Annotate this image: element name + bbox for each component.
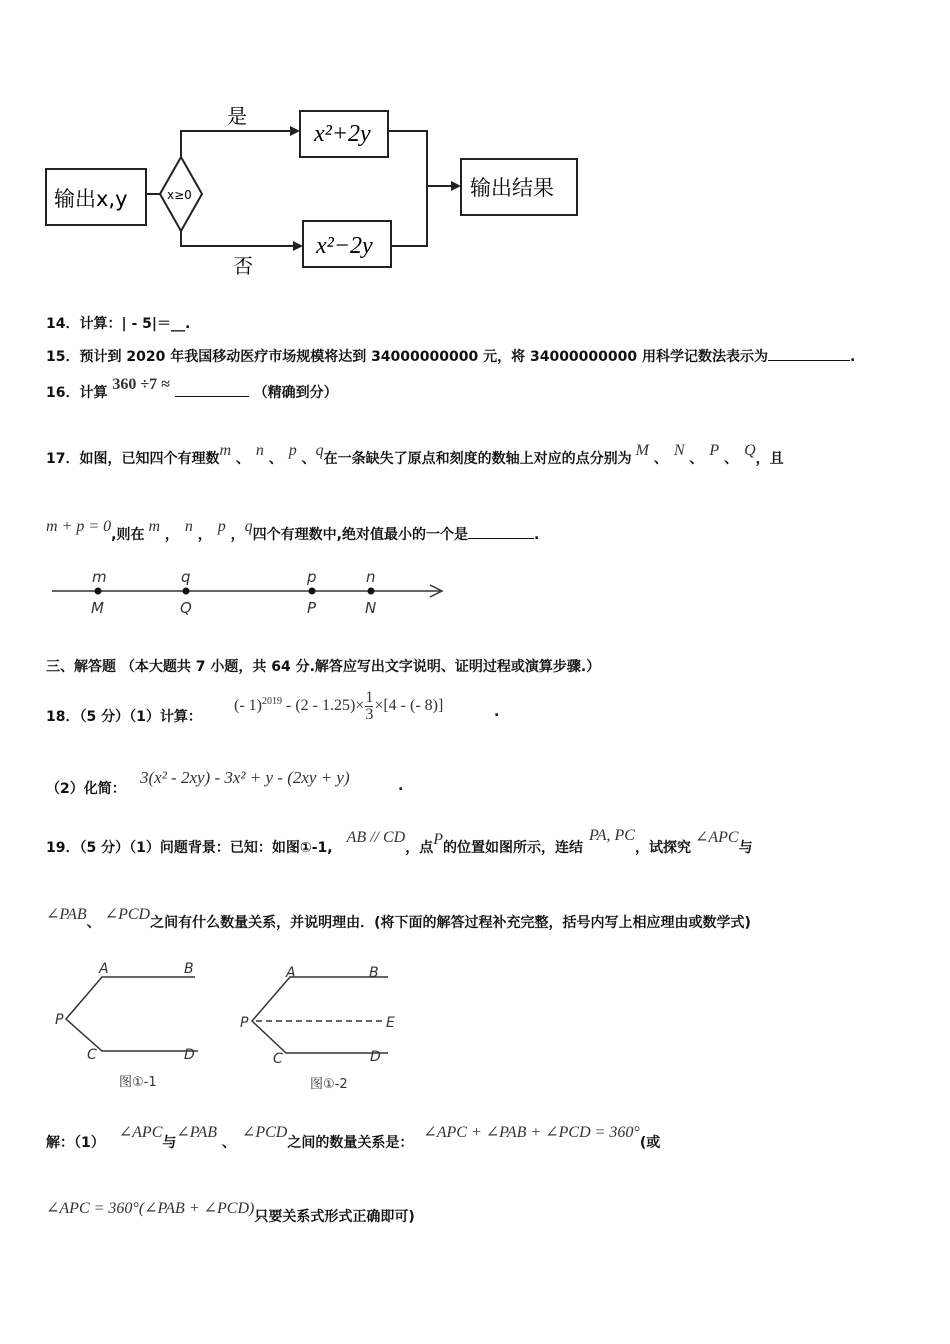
axis-bottom-P: P — [307, 599, 317, 617]
math-pab: ∠PAB — [46, 906, 87, 923]
fig1-label-D: D — [184, 1047, 195, 1063]
question-16-prefix: 16．计算 — [46, 385, 108, 401]
point-N: N — [673, 442, 685, 459]
answer-prefix: 解：（1） — [46, 1135, 105, 1151]
period: . — [398, 778, 404, 794]
fig1-label-A: A — [99, 961, 109, 977]
point-dot-Q — [183, 588, 190, 595]
answer-pab: ∠PAB — [176, 1124, 218, 1141]
question-15-text: 15．预计到 2020 年我国移动医疗市场规模将达到 34000000000 元，将 34000000000 用科学记数法表示为 — [46, 349, 768, 365]
question-16-math: 360 ÷7 ≈ — [112, 376, 170, 393]
number-line — [48, 565, 458, 620]
expr-part-b: ‐ (2 ‐ 1.25)× — [281, 697, 365, 715]
question-19-line-2 — [46, 906, 751, 932]
question-16-suffix: （精确到分） — [253, 385, 338, 401]
fig1-label-P: P — [55, 1012, 64, 1028]
answer-apc: ∠APC — [118, 1124, 163, 1141]
answer-pcd: ∠PCD — [241, 1124, 288, 1141]
section-3-heading: 三、解答题 （本大题共 7 小题，共 64 分.解答应写出文字说明、证明过程或演算步骤.） — [46, 659, 601, 675]
point-M: M — [635, 442, 649, 459]
axis-top-q: q — [181, 568, 191, 586]
t2: 的位置如图所示，连结 — [443, 840, 584, 856]
answer-blank — [175, 384, 249, 397]
question-15: 15．预计到 2020 年我国移动医疗市场规模将达到 34000000000 元，将 34000000000 用科学记数法表示为 . — [46, 349, 856, 365]
flow-yes-label: 是 — [227, 104, 247, 128]
question-17-line2b: 四个有理数中,绝对值最小的一个是 — [252, 527, 468, 543]
flow-expr-yes: x²+2y — [314, 121, 371, 147]
question-17-end: ，且 — [755, 451, 784, 467]
flow-input-text: 输出x,y — [54, 187, 128, 211]
t1: ，点 — [405, 840, 434, 856]
answer-t3: 之间的数量关系是： — [287, 1135, 414, 1151]
axis-top-m: m — [92, 568, 107, 586]
flowchart — [40, 95, 590, 285]
math-apc: ∠APC — [694, 829, 739, 846]
var-p: p — [288, 442, 297, 459]
question-18-expr2: 3(x² ‐ 2xy) ‐ 3x² + y ‐ (2xy + y) — [140, 768, 350, 787]
expr-part-a: (‐ 1) — [234, 697, 262, 715]
fig2-label-D: D — [370, 1049, 381, 1065]
t3: ，试探究 — [634, 840, 691, 856]
flow-output-text: 输出结果 — [470, 176, 554, 200]
point-P: P — [709, 442, 720, 459]
point-Q: Q — [744, 442, 756, 459]
answer-t5: 只要关系式形式正确即可) — [254, 1209, 415, 1225]
answer-equation-1: ∠APC + ∠PAB + ∠PCD = 360° — [423, 1124, 640, 1141]
axis-bottom-N: N — [365, 599, 377, 617]
t6: 之间有什么数量关系，并说明理由．(将下面的解答过程补充完整，括号内写上相应理由或数学式) — [150, 915, 751, 931]
question-18-expression — [234, 690, 443, 723]
question-19-line-1 — [46, 827, 753, 857]
math-p: P — [433, 831, 444, 848]
expr-part-c: ×[4 ‐ (‐ 8)] — [374, 697, 444, 715]
var-q-2: q — [244, 518, 253, 535]
question-19-prefix: 19．（5 分）（1）问题背景：已知：如图①-1, — [46, 840, 333, 856]
figure-1-lines — [66, 977, 198, 1051]
fig2-label-A: A — [286, 965, 296, 981]
var-m: m — [219, 442, 232, 459]
question-17-middle: 在一条缺失了原点和刻度的数轴上对应的点分别为 — [323, 451, 632, 467]
answer-line-2 — [46, 1200, 415, 1226]
math-pcd: ∠PCD — [104, 906, 151, 923]
figure-2-lines — [252, 977, 388, 1053]
axis-top-n: n — [366, 568, 376, 586]
period: . — [494, 704, 500, 720]
flow-expr-no: x²−2y — [316, 233, 373, 259]
fig2-label-P: P — [240, 1015, 249, 1031]
var-p-2: p — [217, 518, 226, 535]
condition-math: m + p = 0 — [46, 518, 112, 535]
answer-line-1 — [46, 1124, 661, 1152]
answer-t2: 、 — [221, 1135, 236, 1151]
fig1-label-B: B — [184, 961, 194, 977]
question-17-prefix: 17．如图，已知四个有理数 — [46, 451, 220, 467]
point-dot-P — [309, 588, 316, 595]
answer-blank — [768, 348, 850, 361]
axis-bottom-M: M — [91, 599, 104, 617]
var-m-2: m — [148, 518, 161, 535]
math-pa-pc: PA, PC — [589, 827, 635, 844]
expr-exponent: 2019 — [261, 695, 282, 707]
figure-2-caption: 图①-2 — [310, 1077, 348, 1092]
answer-equation-2: ∠APC = 360°(∠PAB + ∠PCD) — [46, 1200, 255, 1217]
fraction — [365, 690, 373, 723]
question-14: 14．计算：| - 5|＝__. — [46, 316, 191, 332]
point-dot-M — [95, 588, 102, 595]
axis-bottom-Q: Q — [180, 599, 192, 617]
flow-no-label: 否 — [233, 254, 253, 278]
point-dot-N — [368, 588, 375, 595]
fig2-label-B: B — [369, 965, 379, 981]
fig2-label-E: E — [386, 1015, 395, 1031]
question-18-part2: （2）化简： — [46, 781, 126, 797]
flow-condition-text: x≥0 — [167, 188, 192, 202]
var-n: n — [255, 442, 264, 459]
question-17-line-2: m + p = 0,则在 m ， n ， p ，q四个有理数中,绝对值最小的一个是 . — [46, 518, 540, 543]
answer-t4: (或 — [639, 1135, 661, 1151]
question-17-line2a: ,则在 — [111, 527, 145, 543]
math-ab-cd: AB // CD — [346, 829, 406, 846]
t4: 与 — [738, 840, 753, 856]
fraction-numerator: 1 — [365, 689, 374, 706]
question-16 — [46, 376, 338, 402]
question-17-line-1: 17．如图，已知四个有理数m 、 n 、 p 、q在一条缺失了原点和刻度的数轴上对应的点分别为 M 、 N 、 P 、 Q，且 — [46, 442, 784, 467]
fig1-label-C: C — [87, 1047, 97, 1063]
var-q: q — [315, 442, 324, 459]
geometry-figures — [50, 955, 430, 1095]
t5: 、 — [86, 915, 101, 931]
answer-blank — [468, 526, 534, 539]
figure-1-caption: 图①-1 — [119, 1075, 157, 1090]
fraction-denominator: 3 — [365, 706, 374, 723]
axis-top-p: p — [307, 568, 317, 586]
var-n-2: n — [184, 518, 193, 535]
answer-t1: 与 — [162, 1135, 177, 1151]
question-18-prefix: 18．（5 分）（1）计算： — [46, 709, 202, 725]
fig2-label-C: C — [273, 1051, 283, 1067]
